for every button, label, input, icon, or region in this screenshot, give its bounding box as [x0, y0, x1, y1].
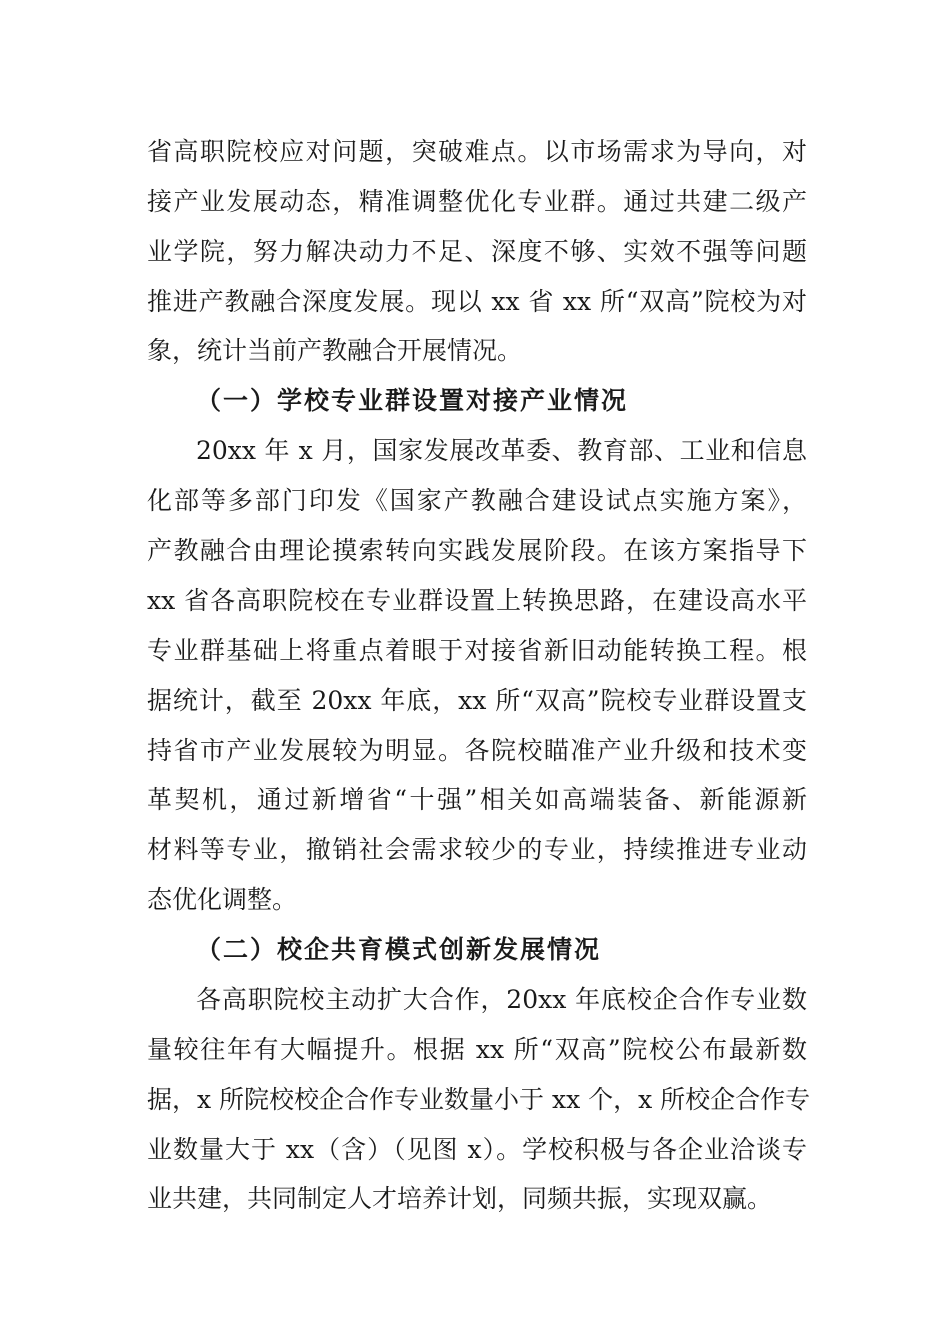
intro-line-2: 接产业发展动态，精准调整优化专业群。通过共建二级产: [147, 187, 807, 216]
section-1-line-7: 持省市产业发展较为明显。各院校瞄准产业升级和技术变: [147, 736, 807, 765]
section-1-line-8: 革契机，通过新增省“十强”相关如高端装备、新能源新: [147, 785, 807, 814]
section-1-line-3: 产教融合由理论摸索转向实践发展阶段。在该方案指导下: [147, 536, 807, 565]
intro-line-3: 业学院，努力解决动力不足、深度不够、实效不强等问题: [147, 237, 807, 266]
section-2-line-1: 各高职院校主动扩大合作，20xx 年底校企合作专业数: [196, 985, 807, 1014]
section-1-heading: （一）学校专业群设置对接产业情况: [196, 386, 629, 415]
section-2-line-4: 业数量大于 xx（含）（见图 x）。学校积极与各企业洽谈专: [147, 1135, 807, 1164]
section-2-line-2: 量较往年有大幅提升。根据 xx 所“双高”院校公布最新数: [147, 1035, 807, 1064]
section-1-line-5: 专业群基础上将重点着眼于对接省新旧动能转换工程。根: [147, 636, 807, 665]
section-2-heading: （二）校企共育模式创新发展情况: [196, 935, 602, 964]
section-2-line-5: 业共建，共同制定人才培养计划，同频共振，实现双赢。: [147, 1184, 773, 1213]
section-1-line-9: 材料等专业，撤销社会需求较少的专业，持续推进专业动: [147, 835, 807, 864]
section-1-line-4: xx 省各高职院校在专业群设置上转换思路，在建设高水平: [147, 586, 807, 615]
intro-line-5: 象，统计当前产教融合开展情况。: [147, 336, 523, 365]
section-1-line-2: 化部等多部门印发《国家产教融合建设试点实施方案》，: [147, 486, 807, 515]
section-1-line-6: 据统计，截至 20xx 年底，xx 所“双高”院校专业群设置支: [147, 686, 807, 715]
intro-line-4: 推进产教融合深度发展。现以 xx 省 xx 所“双高”院校为对: [147, 287, 807, 316]
section-1-line-1: 20xx 年 x 月，国家发展改革委、教育部、工业和信息: [196, 436, 807, 465]
intro-line-1: 省高职院校应对问题，突破难点。以市场需求为导向，对: [147, 137, 807, 166]
section-2-line-3: 据，x 所院校校企合作专业数量小于 xx 个，x 所校企合作专: [147, 1085, 811, 1114]
section-1-line-10: 态优化调整。: [147, 885, 298, 914]
